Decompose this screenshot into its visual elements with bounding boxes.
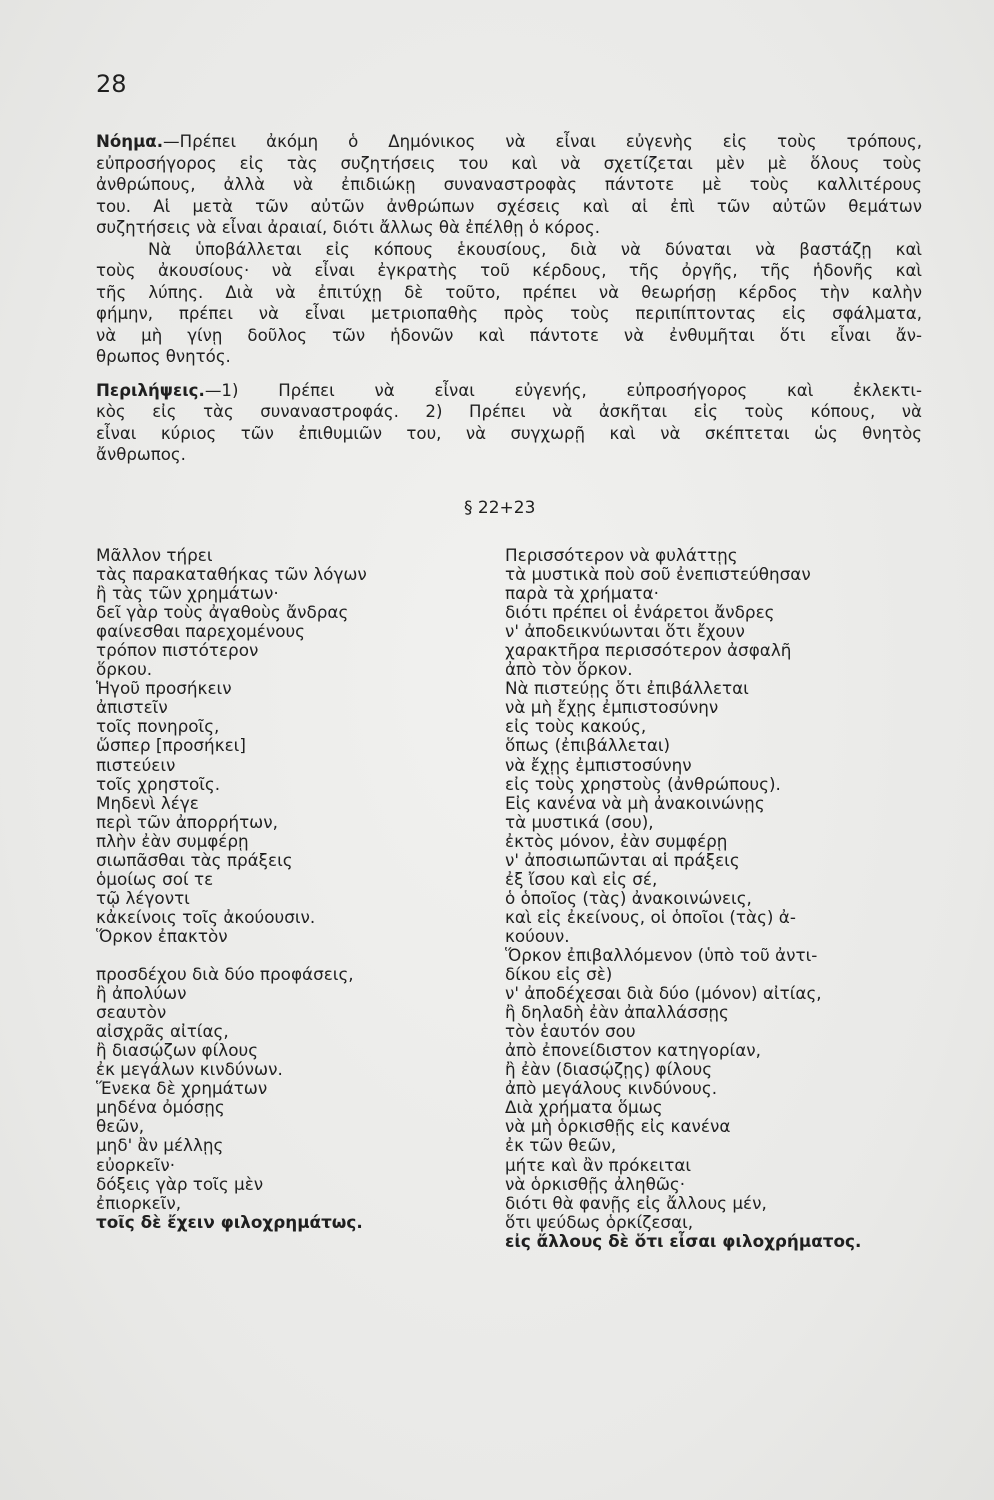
translation-line: χαρακτῆρα περισσότερον ἀσφαλῆ — [505, 640, 792, 661]
original-line: ἐπιορκεῖν, — [96, 1192, 182, 1213]
section-heading: § 22+23 — [464, 498, 536, 518]
original-line: ὅρκου. — [96, 659, 153, 680]
original-line: τοῖς χρηστοῖς. — [96, 773, 221, 794]
translation-line: ἀπὸ μεγάλους κινδύνους. — [505, 1078, 718, 1099]
translation-line: νὰ μὴ ἔχῃς ἐμπιστοσύνην — [505, 697, 719, 718]
translation-line: διότι πρέπει οἱ ἐνάρετοι ἄνδρες — [505, 602, 775, 623]
translation-line: Περισσότερον νὰ φυλάττῃς — [505, 545, 738, 565]
translation-line: μήτε καὶ ἂν πρόκειται — [505, 1154, 692, 1175]
prose-line: εὐπροσήγορος εἰς τὰς συζητήσεις του καὶ νὰ σχετίζεται μὲν μὲ ὅλους τοὺς — [96, 153, 922, 173]
translation-line: εἰς ἄλλους δὲ ὅτι εἶσαι φιλοχρήματος. — [505, 1230, 862, 1251]
original-line: δεῖ γὰρ τοὺς ἀγαθοὺς ἄνδρας — [96, 602, 349, 623]
original-line: μηδ' ἂν μέλλῃς — [96, 1135, 224, 1156]
original-line: τοῖς πονηροῖς, — [96, 716, 220, 737]
translation-line: δίκου εἰς σὲ) — [505, 964, 613, 985]
original-line: πιστεύειν — [96, 754, 176, 775]
translation-line: νὰ μὴ ὁρκισθῇς εἰς κανένα — [505, 1116, 731, 1137]
translation-line: ἐκτὸς μόνον, ἐὰν συμφέρῃ — [505, 830, 728, 851]
original-line: ἀπιστεῖν — [96, 697, 168, 718]
translation-line: ὅτι ψεύδως ὁρκίζεσαι, — [505, 1211, 694, 1232]
prose-line: συζητήσεις νὰ εἶναι ἀραιαί, διότι ἄλλως θὰ ἐπέλθῃ ὁ κόρος. — [96, 218, 600, 237]
translation-line: ὁ ὁποῖος (τὰς) ἀνακοινώνεις, — [505, 887, 752, 908]
translation-line: ν' ἀποδεικνύωνται ὅτι ἔχουν — [505, 621, 745, 642]
original-line: τὰς παρακαταθήκας τῶν λόγων — [96, 564, 367, 585]
original-line: Ἕνεκα δὲ χρημάτων — [96, 1078, 268, 1099]
prose-line: του. Αἱ μετὰ τῶν αὐτῶν ἀνθρώπων σχέσεις καὶ αἱ ἐπὶ τῶν αὐτῶν θεμάτων — [96, 196, 922, 216]
prose-line: ἄνθρωπος. — [96, 445, 186, 464]
translation-line: διότι θὰ φανῇς εἰς ἄλλους μέν, — [505, 1192, 767, 1213]
page-number: 28 — [96, 70, 127, 98]
translation-line: νὰ ἔχῃς ἐμπιστοσύνην — [505, 754, 692, 775]
original-line — [96, 946, 496, 965]
prose-line: τῆς λύπης. Διὰ νὰ ἐπιτύχῃ δὲ τοῦτο, πρέπει νὰ θεωρήσῃ κέρδος τὴν καλὴν — [96, 282, 922, 302]
translation-line: ἀπὸ τὸν ὅρκον. — [505, 659, 633, 680]
original-line: κἀκείνοις τοῖς ἀκούουσιν. — [96, 906, 316, 927]
original-line: αἰσχρᾶς αἰτίας, — [96, 1021, 229, 1042]
original-line: ἢ ἀπολύων — [96, 983, 187, 1004]
translation-line: ἀπὸ ἐπονείδιστον κατηγορίαν, — [505, 1040, 761, 1061]
original-line: τῷ λέγοντι — [96, 887, 190, 908]
original-line: μηδένα ὀμόσῃς — [96, 1097, 225, 1118]
original-line: προσδέχου διὰ δύο προφάσεις, — [96, 964, 354, 985]
original-line: ἢ τὰς τῶν χρημάτων· — [96, 583, 279, 604]
prose-line: Νὰ ὑποβάλλεται εἰς κόπους ἑκουσίους, διὰ νὰ δύναται νὰ βαστάζῃ καὶ — [148, 239, 922, 259]
original-line: πλὴν ἐὰν συμφέρῃ — [96, 830, 249, 851]
original-line: Ὅρκον ἐπακτὸν — [96, 925, 228, 946]
translation-line: ἢ δηλαδὴ ἐὰν ἀπαλλάσσῃς — [505, 1002, 729, 1023]
original-line: Μηδενὶ λέγε — [96, 792, 199, 813]
translation-line: καὶ εἰς ἐκείνους, οἱ ὁποῖοι (τὰς) ἀ- — [505, 906, 796, 927]
original-line: Μᾶλλον τήρει — [96, 545, 213, 565]
translation-line: ν' ἀποσιωπῶνται αἱ πράξεις — [505, 849, 740, 870]
translation-line: ἐξ ἴσου καὶ εἰς σέ, — [505, 868, 658, 889]
translation-line: τὰ μυστικὰ ποὺ σοῦ ἐνεπιστεύθησαν — [505, 564, 811, 585]
translation-line: εἰς τοὺς χρηστοὺς (ἀνθρώπους). — [505, 773, 781, 794]
prose-line: εἶναι κύριος τῶν ἐπιθυμιῶν του, νὰ συγχωρῇ καὶ νὰ σκέπτεται ὡς θνητὸς — [96, 423, 922, 443]
prose-line: κὸς εἰς τὰς συναναστροφάς. 2) Πρέπει νὰ ἀσκῆται εἰς τοὺς κόπους, νὰ — [96, 402, 922, 421]
translation-line: νὰ ὁρκισθῇς ἀληθῶς· — [505, 1173, 686, 1194]
original-line: σεαυτὸν — [96, 1002, 167, 1023]
translation-line: Νὰ πιστεύῃς ὅτι ἐπιβάλλεται — [505, 678, 749, 699]
translation-line: Διὰ χρήματα ὅμως — [505, 1097, 663, 1118]
original-line: Ἡγοῦ προσήκειν — [96, 678, 232, 699]
translation-line: ν' ἀποδέχεσαι διὰ δύο (μόνον) αἰτίας, — [505, 983, 822, 1004]
translation-line: ἢ ἐὰν (διασῴζῃς) φίλους — [505, 1059, 713, 1080]
prose-line: θρωπος θνητός. — [96, 347, 231, 366]
original-line: φαίνεσθαι παρεχομένους — [96, 621, 306, 642]
prose-line: ἀνθρώπους, ἀλλὰ νὰ ἐπιδιώκῃ συναναστροφὰς πάντοτε μὲ τοὺς καλλιτέρους — [96, 175, 922, 194]
translation-line: τὸν ἑαυτόν σου — [505, 1021, 636, 1042]
translation-line: ὅπως (ἐπιβάλλεται) — [505, 735, 671, 756]
original-line: ἐκ μεγάλων κινδύνων. — [96, 1059, 283, 1080]
prose-block — [96, 131, 922, 466]
original-line: τρόπον πιστότερον — [96, 640, 259, 661]
translation-line: κούουν. — [505, 925, 570, 946]
translation-line: Εἰς κανένα νὰ μὴ ἀνακοινώνῃς — [505, 792, 765, 813]
prose-line: νὰ μὴ γίνῃ δοῦλος τῶν ἡδονῶν καὶ πάντοτε νὰ ἐνθυμῆται ὅτι εἶναι ἄν- — [96, 325, 922, 345]
translation-line: εἰς τοὺς κακούς, — [505, 716, 647, 737]
original-line: περὶ τῶν ἀπορρήτων, — [96, 811, 278, 832]
perilipseis-heading: Περιλήψεις. — [96, 380, 205, 400]
original-line: θεῶν, — [96, 1116, 145, 1137]
translation-line: παρὰ τὰ χρήματα· — [505, 583, 659, 604]
original-line: ὁμοίως σοί τε — [96, 868, 214, 889]
translation-line: Ὅρκον ἐπιβαλλόμενον (ὑπὸ τοῦ ἀντι- — [505, 944, 818, 965]
original-line: τοῖς δὲ ἔχειν φιλοχρημάτως. — [96, 1211, 363, 1232]
prose-line: τοὺς ἀκουσίους· νὰ εἶναι ἐγκρατὴς τοῦ κέρδους, τῆς ὀργῆς, τῆς ἡδονῆς καὶ — [96, 261, 922, 280]
prose-line: Νόημα.—Πρέπει ἀκόμη ὁ Δημόνικος νὰ εἶναι εὐγενὴς εἰς τοὺς τρόπους, — [96, 132, 922, 151]
original-line: σιωπᾶσθαι τὰς πράξεις — [96, 849, 293, 870]
translation-line: ἐκ τῶν θεῶν, — [505, 1135, 617, 1156]
translation-column — [505, 546, 925, 1251]
prose-line: φήμην, πρέπει νὰ εἶναι μετριοπαθὴς πρὸς τοὺς περιπίπτοντας εἰς σφάλματα, — [96, 304, 922, 323]
translation-line: τὰ μυστικά (σου), — [505, 811, 654, 832]
original-line: ἢ διασῴζων φίλους — [96, 1040, 259, 1061]
noima-heading: Νόημα. — [96, 132, 164, 151]
original-line: ὥσπερ [προσήκει] — [96, 735, 246, 756]
original-text-column — [96, 546, 496, 1232]
original-line: εὐορκεῖν· — [96, 1154, 176, 1175]
prose-line: Περιλήψεις.—1) Πρέπει νὰ εἶναι εὐγενής, εὐπροσήγορος καὶ ἐκλεκτι- — [96, 380, 922, 400]
original-line: δόξεις γὰρ τοῖς μὲν — [96, 1173, 264, 1194]
